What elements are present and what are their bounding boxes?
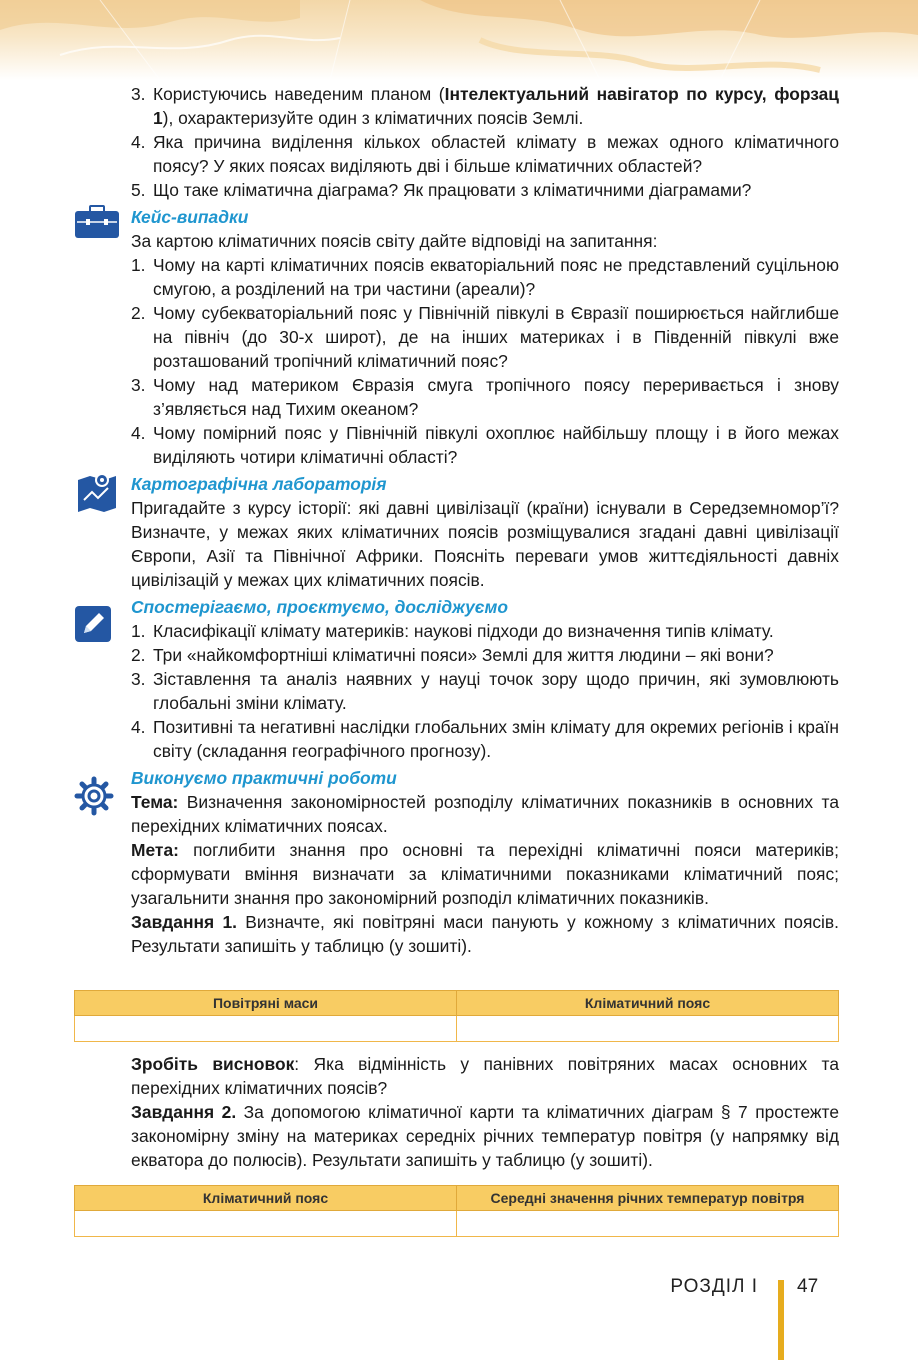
conclusion-text: : Яка відмінність у панівних повітряних масах основних та перехідних кліматичних поясів? <box>131 1054 839 1098</box>
world-map-decoration <box>0 0 918 80</box>
question-number: 5. <box>131 180 146 200</box>
lab-text: Пригадайте з курсу історії: які давні цивілізації (країни) існували в Середземномор’ї? Визначте, у межах яких кліматичних поясів розміщувалися згадані давні цивілізації Європи, Азії та Північної Африки. Поясніть переваги умов життєдіяльності давніх цивілізацій у межах цих кліматичних поясів. <box>131 498 839 590</box>
list-item <box>131 373 839 421</box>
gear-icon <box>74 776 114 821</box>
task2-paragraph <box>131 1100 839 1172</box>
conclusion-paragraph <box>131 1052 839 1100</box>
item-text: Чому на карті кліматичних поясів екваторіальний пояс не представлений суцільною смугою, а розділений на три частини (ареали)? <box>153 255 839 299</box>
task2-text: За допомогою кліматичної карти та кліматичних діаграм § 7 простежте закономірну зміну на материках середніх річних температур повітря (у напрямку від екватора до полюсів). Результати запишіть у таблицю (у зошиті). <box>131 1102 839 1170</box>
theme-label: Тема: <box>131 792 179 812</box>
question-item <box>131 130 839 178</box>
section-title-cases: Кейс-випадки <box>131 207 249 227</box>
task1-text: Визначте, які повітряні маси панують у кожному з кліматичних поясів. Результати запишіть у таблицю (у зошиті). <box>131 912 839 956</box>
question-item <box>131 82 839 130</box>
question-text: Користуючись наведеним планом ( <box>153 84 445 104</box>
table-header-cell: Кліматичний пояс <box>457 991 839 1016</box>
footer-accent-bar <box>778 1280 784 1360</box>
table-temperatures <box>74 1185 839 1237</box>
item-number: 1. <box>131 621 146 641</box>
question-number: 4. <box>131 132 146 152</box>
question-text: Що таке кліматична діаграма? Як працювати з кліматичними діаграмами? <box>153 180 752 200</box>
conclusion-label: Зробіть висновок <box>131 1054 295 1074</box>
item-text: Чому помірний пояс у Північній півкулі охоплює найбільшу площу і в його межах виділяють чотири кліматичні області? <box>153 423 839 467</box>
conclusion-block <box>131 1052 839 1172</box>
navigator-reference: Інтелектуальний навігатор по курсу, форзац 1 <box>153 84 839 128</box>
goal-paragraph <box>131 838 839 910</box>
goal-text: поглибити знання про основні та перехідні кліматичні пояси материків; сформувати вміння визначати за кліматичними показниками кліматичний пояс; узагальнити знання про закономірний розподіл кліматичних показників. <box>131 840 839 908</box>
task1-paragraph <box>131 910 839 958</box>
list-item <box>131 619 839 643</box>
list-item <box>131 253 839 301</box>
item-number: 4. <box>131 717 146 737</box>
task1-label: Завдання 1. <box>131 912 237 932</box>
map-pin-icon <box>76 470 118 519</box>
item-text: Чому над материком Євразія смуга тропічного поясу переривається і знову з’являється над Тихим океаном? <box>153 375 839 419</box>
item-number: 3. <box>131 375 146 395</box>
question-number: 3. <box>131 84 146 104</box>
section-label: РОЗДІЛ I <box>670 1276 758 1297</box>
item-text: Позитивні та негативні наслідки глобальних змін клімату для окремих регіонів і країн світу (складання географічного прогнозу). <box>153 717 839 761</box>
list-item <box>131 301 839 373</box>
table-header-cell: Повітряні маси <box>75 991 457 1016</box>
list-item <box>131 643 839 667</box>
theme-text: Визначення закономірностей розподілу кліматичних показників в основних та перехідних кліматичних поясах. <box>131 792 839 836</box>
table-header-cell: Середні значення річних температур повітря <box>457 1186 839 1211</box>
task2-label: Завдання 2. <box>131 1102 237 1122</box>
cases-intro: За картою кліматичних поясів світу дайте відповіді на запитання: <box>131 231 658 251</box>
section-title-practical: Виконуємо практичні роботи <box>131 768 397 788</box>
table-air-masses <box>74 990 839 1042</box>
page-content <box>131 82 839 958</box>
list-item <box>131 667 839 715</box>
question-item <box>131 178 839 202</box>
section-title-lab: Картографічна лабораторія <box>131 474 387 494</box>
list-item <box>131 421 839 469</box>
page-number: 47 <box>797 1276 819 1297</box>
section-title-research: Спостерігаємо, проєктуємо, досліджуємо <box>131 597 509 617</box>
table-row <box>75 1211 839 1237</box>
item-number: 2. <box>131 303 146 323</box>
item-number: 2. <box>131 645 146 665</box>
item-text: Класифікації клімату материків: наукові підходи до визначення типів клімату. <box>153 621 774 641</box>
item-number: 4. <box>131 423 146 443</box>
item-text: Чому субекваторіальний пояс у Північній півкулі в Євразії поширюється найглибше на північ (до 30-х широт), де на інших материках і в Південній півкулі вже розташований тропічний кліматичний пояс? <box>153 303 839 371</box>
item-number: 1. <box>131 255 146 275</box>
briefcase-icon <box>74 205 120 244</box>
item-text: Зіставлення та аналіз наявних у науці точок зору щодо причин, які зумовлюють глобальні зміни клімату. <box>153 669 839 713</box>
question-text: Яка причина виділення кількох областей клімату в межах одного кліматичного поясу? У яких поясах виділяють дві і більше кліматичних областей? <box>153 132 839 176</box>
item-text: Три «найкомфортніші кліматичні пояси» Землі для життя людини – які вони? <box>153 645 774 665</box>
header-map-band <box>0 0 918 80</box>
theme-paragraph <box>131 790 839 838</box>
pencil-icon <box>75 606 111 647</box>
question-text: ), охарактеризуйте один з кліматичних поясів Землі. <box>162 108 584 128</box>
item-number: 3. <box>131 669 146 689</box>
table-row <box>75 1016 839 1042</box>
goal-label: Мета: <box>131 840 179 860</box>
list-item <box>131 715 839 763</box>
table-header-cell: Кліматичний пояс <box>75 1186 457 1211</box>
